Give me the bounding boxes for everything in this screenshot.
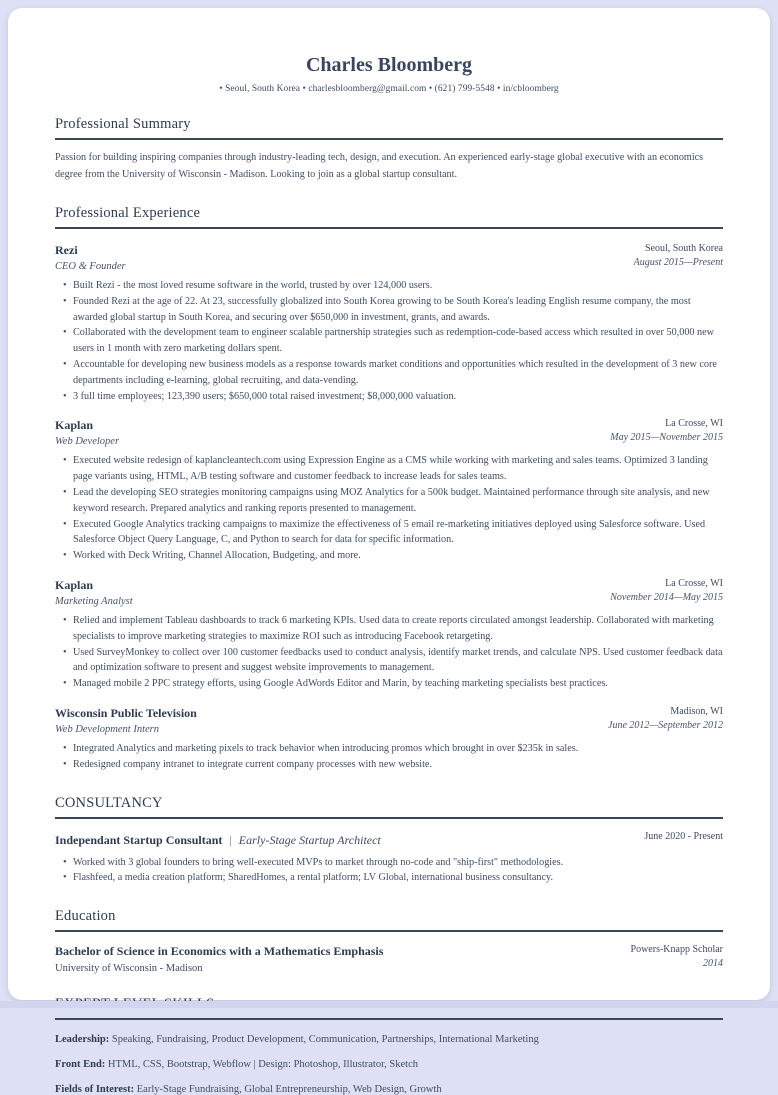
job-bullets — [55, 613, 723, 692]
resume-header — [55, 54, 723, 94]
job-location: Seoul, South Korea — [644, 243, 723, 254]
bullet-item: • Integrated Analytics and marketing pixels to track behavior when introducing promos which brought in over $235k in sales. — [63, 741, 723, 757]
contact-line: • Seoul, South Korea • charlesbloomberg@gmail.com • (621) 799-5548 • in/cbloomberg — [219, 84, 559, 94]
bullet-item: • Flashfeed, a media creation platform; SharedHomes, a rental platform; LV Global, international business consultancy. — [63, 870, 723, 886]
bullet-item: • Relied and implement Tableau dashboards to track 6 marketing KPIs. Used data to create reports circulated amongst leadership. Collaborated with marketing specialists to improve marketing strategies to maximize ROI such as introducing Facebook retargeting. — [63, 613, 723, 645]
consultant-role-subtitle: Early-Stage Startup Architect — [238, 832, 381, 847]
consultancy-header — [55, 831, 723, 849]
job-role: Marketing Analyst — [55, 595, 133, 607]
company-name: Kaplan — [55, 418, 94, 433]
job-dates: May 2015—November 2015 — [610, 432, 723, 444]
resume-page — [8, 8, 770, 1095]
bullet-item: • Redesigned company intranet to integrate current company processes with new website. — [63, 757, 723, 773]
education-award: Powers-Knapp Scholar — [630, 944, 723, 956]
section-summary — [55, 116, 723, 183]
job-dates: November 2014—May 2015 — [610, 591, 723, 603]
bullet-item: • Collaborated with the development team to engineer scalable partnership strategies such as redemption-code-based access which resulted in over 50,000 new users in 1 month with zero marketing dollars spent. — [63, 325, 723, 357]
job-header — [55, 578, 723, 607]
section-consultancy — [55, 795, 723, 887]
education-year: 2014 — [703, 958, 723, 970]
experience-section-title: Professional Experience — [55, 205, 723, 229]
job-location: Madison, WI — [670, 705, 723, 717]
skill-label: Leadership: — [55, 1034, 110, 1046]
skill-values: Speaking, Fundraising, Product Development, Communication, Partnerships, International Marketing — [111, 1034, 539, 1046]
bullet-item: • Worked with 3 global founders to bring well-executed MVPs to market through no-code and "ship-first" methodologies. — [63, 855, 723, 871]
bullet-item: • Founded Rezi at the age of 22. At 23, successfully globalized into South Korea growing to be South Korea's leading English resume company, the most awarded global startup in South Korea, and securing over $650,000 in investment, grants, and awards. — [63, 294, 723, 326]
job-location: La Crosse, WI — [665, 418, 723, 430]
job-entry-wpt — [55, 706, 723, 773]
bottom-edge-strip — [0, 1001, 778, 1008]
bullet-item: • Lead the developing SEO strategies monitoring campaigns using MOZ Analytics for a 500k budget. Maintained performance through site analysis, and new keyword research. Prepared analytics and ranking reports presented to management. — [63, 485, 723, 517]
job-entry-rezi — [55, 243, 723, 404]
summary-section-title: Professional Summary — [55, 116, 723, 140]
consultancy-section-title: CONSULTANCY — [55, 795, 723, 819]
bullet-item: • Worked with Deck Writing, Channel Allocation, Budgeting, and more. — [63, 548, 723, 564]
job-header — [55, 418, 723, 447]
job-header — [55, 243, 723, 272]
role-separator: | — [229, 832, 232, 847]
consultant-role-title: Independant Startup Consultant — [55, 832, 223, 847]
skill-row-frontend — [55, 1059, 723, 1070]
skill-label: Fields of Interest: — [55, 1084, 135, 1095]
skill-values: Early-Stage Fundraising, Global Entrepreneurship, Web Design, Growth — [136, 1084, 442, 1095]
candidate-name: Charles Bloomberg — [305, 54, 473, 76]
job-role: Web Development Intern — [55, 723, 159, 735]
job-bullets — [55, 278, 723, 404]
education-entry — [55, 944, 723, 974]
section-education — [55, 908, 723, 974]
job-role: Web Developer — [55, 436, 120, 448]
bullet-item: • Used SurveyMonkey to collect over 100 customer feedbacks used to conduct analysis, identify market trends, and calculate NPS. Used customer feedback data and optimization software to present and suggest website improvements to management. — [63, 645, 723, 677]
consultancy-dates: June 2020 - Present — [644, 830, 723, 842]
company-name: Rezi — [55, 243, 78, 257]
bullet-item: • 3 full time employees; 123,390 users; $650,000 total raised investment; $8,000,000 valuation. — [63, 389, 723, 405]
skills-section-title — [55, 996, 723, 1020]
summary-text: Passion for building inspiring companies through industry-leading tech, design, and execution. An experienced early-stage global executive with an economics degree from the University of Wisconsin - Madison. Looking to join as a global startup consultant. — [55, 152, 704, 180]
skill-label: Front End: — [55, 1059, 106, 1071]
company-name: Wisconsin Public Television — [55, 705, 197, 720]
education-section-title: Education — [55, 908, 723, 932]
job-entry-kaplan-analyst — [55, 578, 723, 692]
consultancy-bullets — [55, 855, 723, 887]
job-bullets — [55, 741, 723, 773]
bullet-item: • Executed website redesign of kaplancleantech.com using Expression Engine as a CMS while working with marketing and sales teams. Optimized 3 landing page variants using, HTML, A/B testing software and customer feedback to increase leads for sales teams. — [63, 453, 723, 485]
bullet-item: • Managed mobile 2 PPC strategy efforts, using Google AdWords Editor and Marin, by teaching marketing specialists best practices. — [63, 676, 723, 692]
section-skills — [55, 996, 723, 1095]
bullet-item: • Built Rezi - the most loved resume software in the world, trusted by over 124,000 users. — [63, 278, 723, 294]
skill-row-interests — [55, 1084, 723, 1095]
degree-name: Bachelor of Science in Economics with a Mathematics Emphasis — [55, 944, 384, 959]
job-bullets — [55, 453, 723, 564]
job-dates: August 2015—Present — [633, 257, 723, 268]
job-entry-kaplan-webdev — [55, 418, 723, 564]
job-role: CEO & Founder — [55, 261, 126, 272]
company-name: Kaplan — [55, 577, 94, 592]
job-dates: June 2012—September 2012 — [608, 719, 723, 731]
job-header — [55, 706, 723, 735]
section-experience — [55, 205, 723, 773]
skill-row-leadership — [55, 1034, 723, 1045]
school-name: University of Wisconsin - Madison — [55, 963, 203, 975]
bullet-item: • Executed Google Analytics tracking campaigns to maximize the effectiveness of 5 email re-marketing initiatives deployed using Salesforce software. Used Salesforce Object Query Language, C, and Python to search for data for specific information. — [63, 517, 723, 549]
bullet-item: • Accountable for developing new business models as a response towards market conditions and opportunities which resulted in the development of 3 new core departments including e-learning, global recruiting, and data-vending. — [63, 357, 723, 389]
job-location: La Crosse, WI — [665, 577, 723, 589]
skill-values: HTML, CSS, Bootstrap, Webflow | Design: Photoshop, Illustrator, Sketch — [107, 1059, 418, 1071]
